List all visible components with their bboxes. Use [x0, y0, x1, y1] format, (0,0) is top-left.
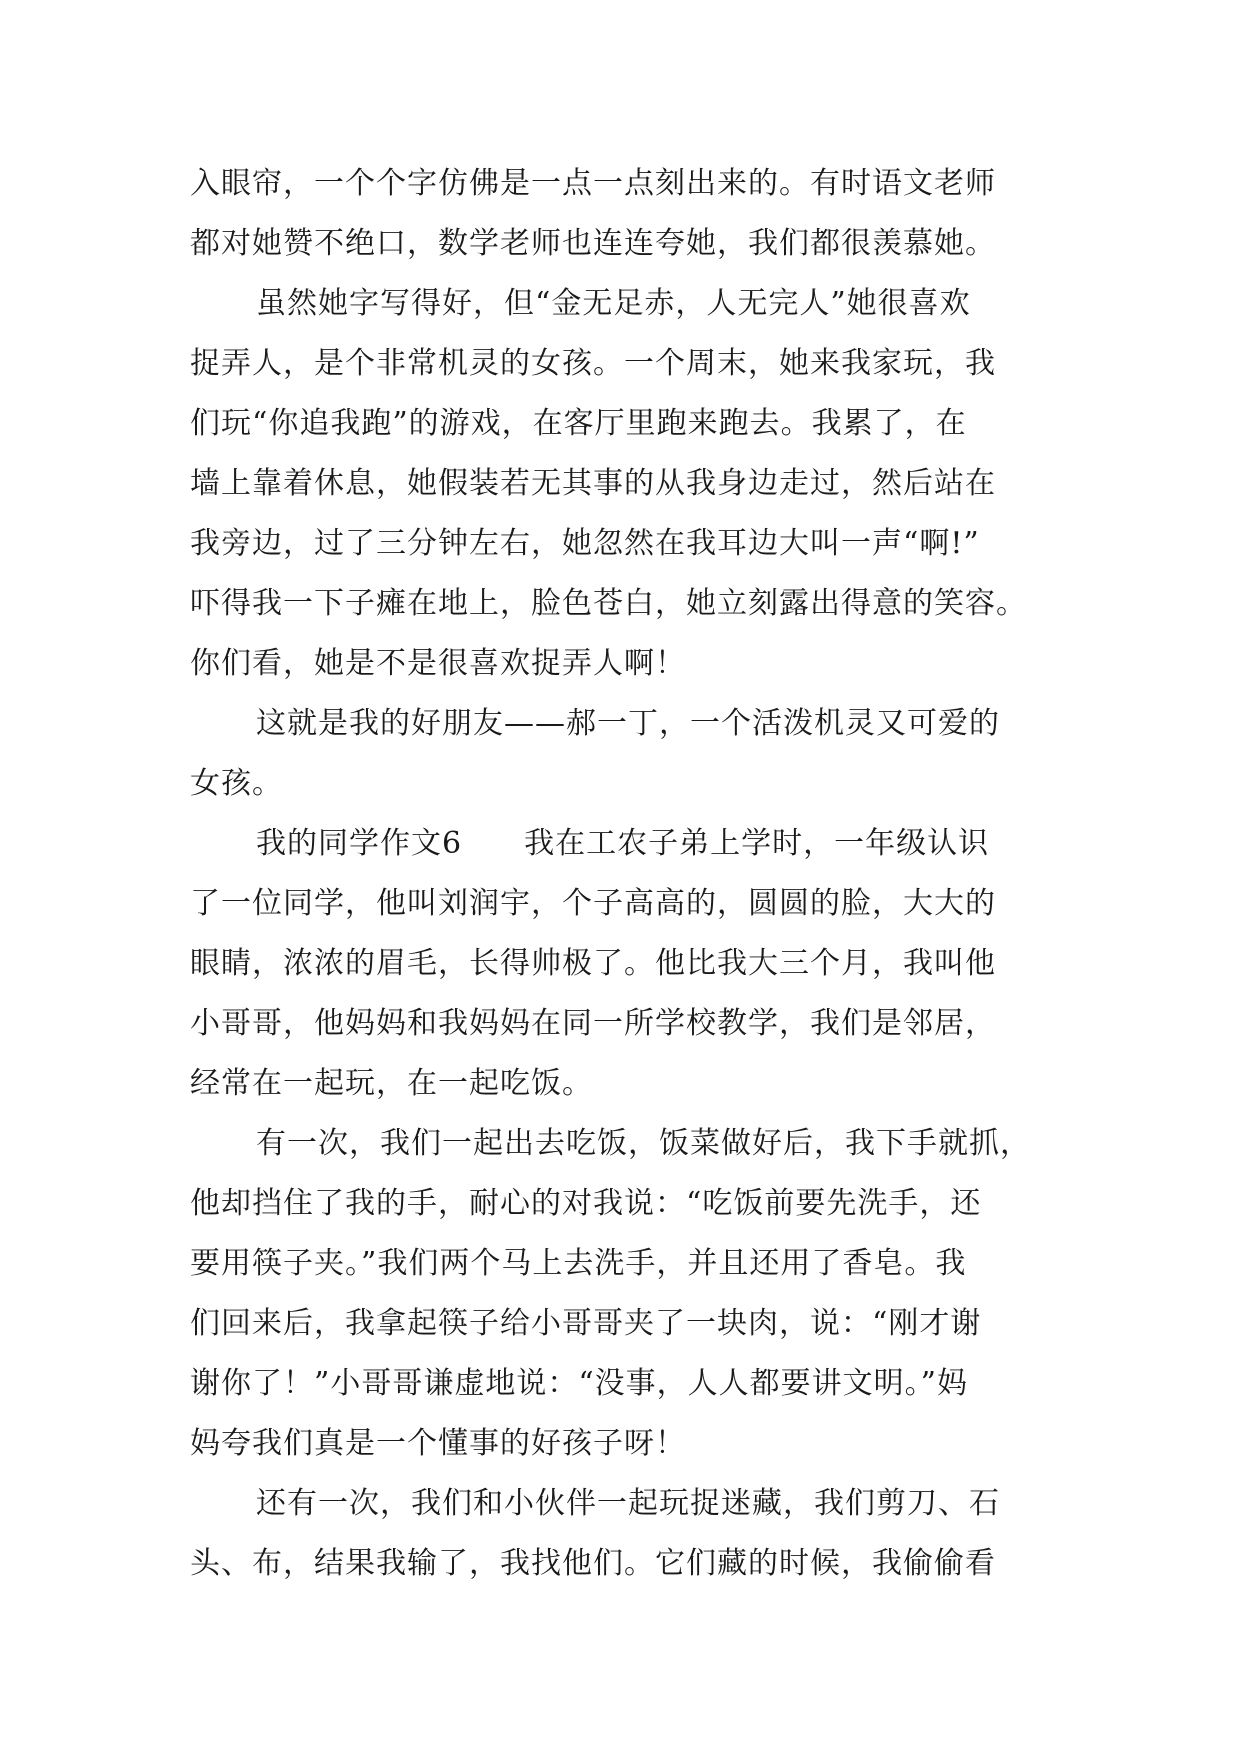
text-line: 捉弄人，是个非常机灵的女孩。一个周末，她来我家玩，我 — [190, 346, 996, 381]
text-line: 入眼帘，一个个字仿佛是一点一点刻出来的。有时语文老师 — [190, 166, 996, 201]
text-line: 还有一次，我们和小伙伴一起玩捉迷藏，我们剪刀、石 — [256, 1486, 1000, 1521]
text-line: 头、布，结果我输了，我找他们。它们藏的时候，我偷偷看 — [190, 1546, 996, 1581]
text-line: 他却挡住了我的手，耐心的对我说：“吃饭前要先洗手，还 — [190, 1186, 982, 1221]
text-line: 这就是我的好朋友——郝一丁，一个活泼机灵又可爱的 — [256, 706, 1000, 741]
text-line: 我的同学作文6 我在工农子弟上学时，一年级认识 — [256, 826, 990, 861]
text-line: 吓得我一下子瘫在地上，脸色苍白，她立刻露出得意的笑容。 — [190, 586, 1027, 621]
text-line: 都对她赞不绝口，数学老师也连连夸她，我们都很羡慕她。 — [190, 226, 996, 261]
text-line: 虽然她字写得好，但“金无足赤，人无完人”她很喜欢 — [256, 286, 971, 321]
text-line: 们玩“你追我跑”的游戏，在客厅里跑来跑去。我累了，在 — [190, 406, 967, 441]
text-line: 眼睛，浓浓的眉毛，长得帅极了。他比我大三个月，我叫他 — [190, 946, 996, 981]
text-line: 你们看，她是不是很喜欢捉弄人啊！ — [190, 646, 686, 681]
essay-text — [190, 154, 1070, 1594]
text-line: 我旁边，过了三分钟左右，她忽然在我耳边大叫一声“啊!” — [190, 526, 980, 561]
text-line: 谢你了！”小哥哥谦虚地说：“没事，人人都要讲文明。”妈 — [190, 1366, 969, 1401]
text-line: 有一次，我们一起出去吃饭，饭菜做好后，我下手就抓， — [256, 1126, 1031, 1161]
text-line: 墙上靠着休息，她假装若无其事的从我身边走过，然后站在 — [190, 466, 996, 501]
text-line: 小哥哥，他妈妈和我妈妈在同一所学校教学，我们是邻居， — [190, 1006, 996, 1041]
text-line: 了一位同学，他叫刘润宇，个子高高的，圆圆的脸，大大的 — [190, 886, 996, 921]
text-line: 要用筷子夹。”我们两个马上去洗手，并且还用了香皂。我 — [190, 1246, 967, 1281]
text-line: 们回来后，我拿起筷子给小哥哥夹了一块肉，说：“刚才谢 — [190, 1306, 982, 1341]
text-line: 经常在一起玩，在一起吃饭。 — [190, 1066, 593, 1101]
text-line: 女孩。 — [190, 766, 283, 801]
text-line: 妈夸我们真是一个懂事的好孩子呀！ — [190, 1426, 686, 1461]
